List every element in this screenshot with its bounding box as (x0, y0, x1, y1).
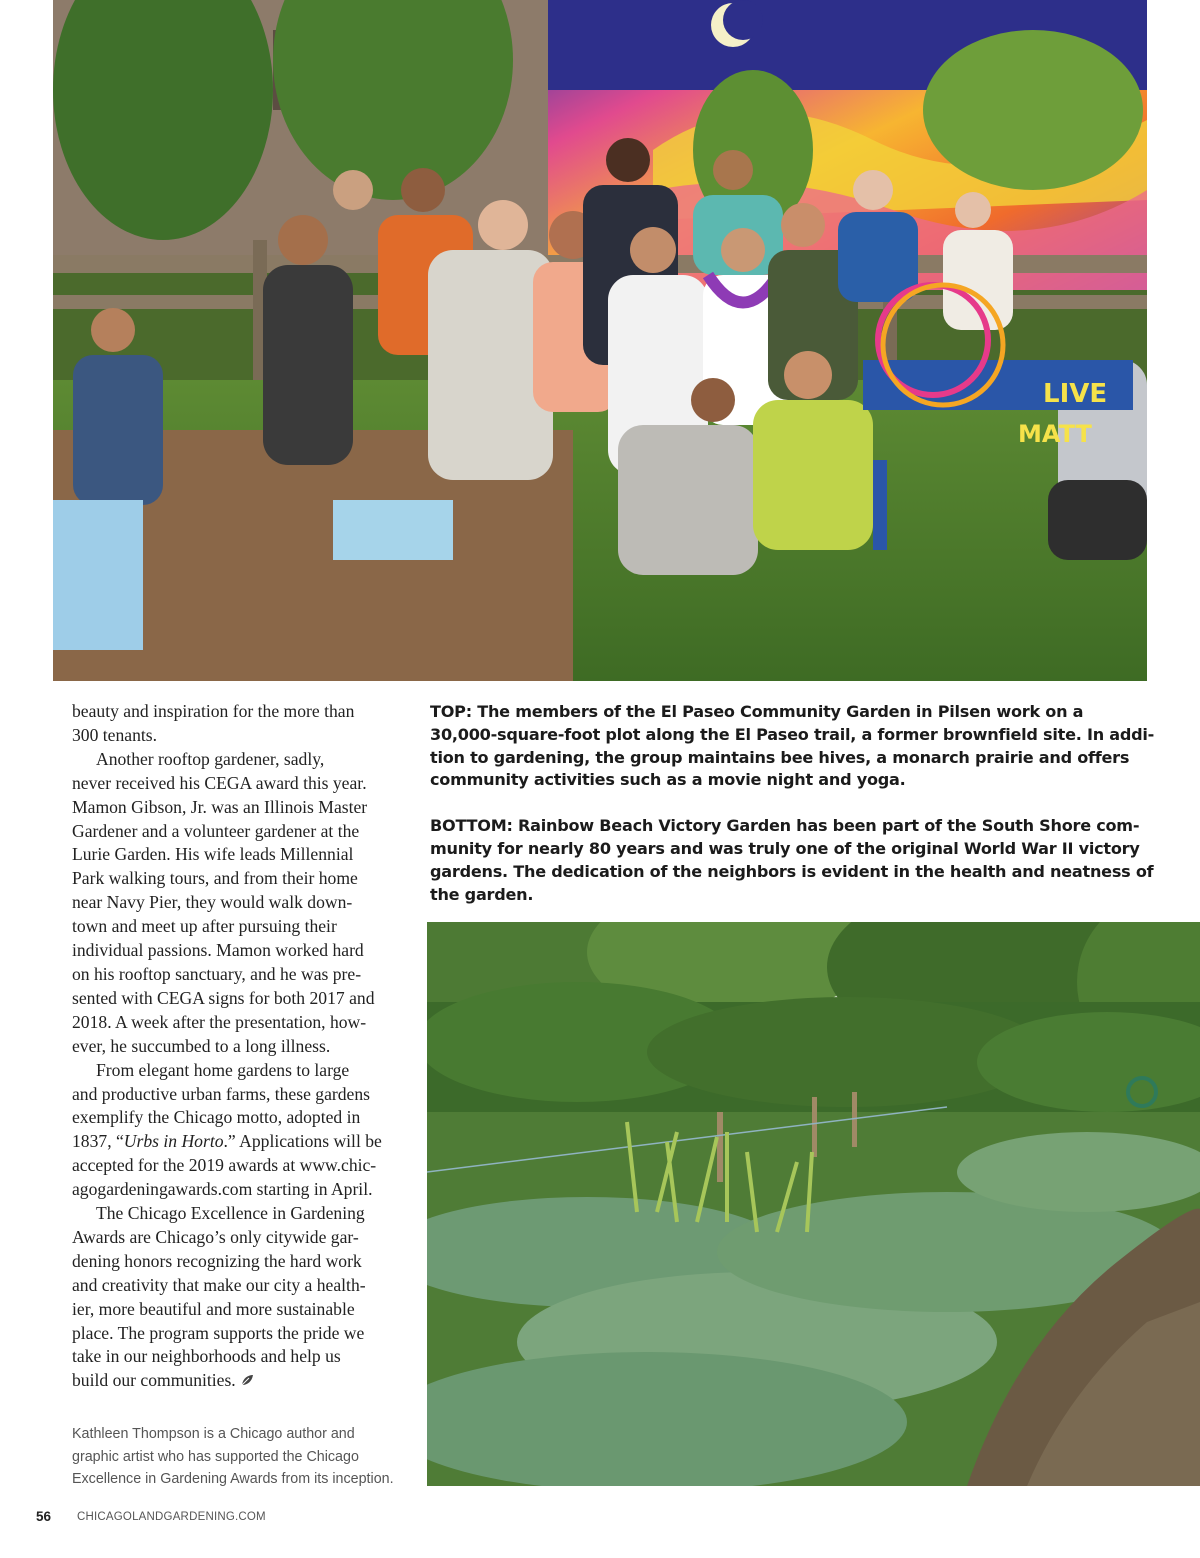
article-last-line (72, 1369, 410, 1393)
leaf-icon (240, 1373, 254, 1387)
article-line: The Chicago Excellence in Gardening (96, 1203, 365, 1224)
article-line: dening honors recognizing the hard work (72, 1250, 362, 1271)
article-line: Park walking tours, and from their home (72, 868, 358, 889)
article-line: accepted for the 2019 awards at www.chic- (72, 1155, 377, 1176)
article-line: and creativity that make our city a health- (72, 1274, 366, 1295)
caption-line: TOP: The members of the El Paseo Community Garden in Pilsen work on a (430, 702, 1084, 721)
bottom-photo-rainbow-beach-garden (427, 922, 1200, 1486)
article-line: 300 tenants. (72, 724, 158, 745)
article-line: place. The program supports the pride we (72, 1322, 365, 1343)
caption-bottom (430, 815, 1154, 906)
article-line: exemplify the Chicago motto, adopted in (72, 1107, 361, 1128)
article-line: ier, more beautiful and more sustainable (72, 1298, 355, 1319)
article-line: Awards are Chicago’s only citywide gar- (72, 1226, 359, 1247)
bench-text-matt: MATT (1018, 420, 1092, 448)
caption-line: community activities such as a movie night and yoga. (430, 770, 906, 790)
article-line: individual passions. Mamon worked hard (72, 940, 364, 961)
bench-text-live: LIVE (1043, 379, 1108, 409)
article-line: agogardeningawards.com starting in April. (72, 1179, 373, 1200)
bio-line: Kathleen Thompson is a Chicago author and (72, 1426, 355, 1442)
top-photo-illustration (53, 0, 1147, 681)
article-line: never received his CEGA award this year. (72, 772, 367, 793)
author-bio (72, 1423, 417, 1491)
article-line: take in our neighborhoods and help us (72, 1346, 341, 1367)
article-line: ever, he succumbed to a long illness. (72, 1035, 331, 1056)
article-line-text: build our communities. (72, 1370, 236, 1391)
article-line: Another rooftop gardener, sadly, (96, 748, 325, 769)
top-photo-el-paseo-garden (53, 0, 1147, 681)
caption-line: BOTTOM: Rainbow Beach Victory Garden has been part of the South Shore com- (430, 816, 1140, 836)
bottom-photo-illustration (427, 922, 1200, 1486)
article-body (72, 700, 410, 1393)
article-line: town and meet up after pursuing their (72, 916, 337, 937)
article-line: on his rooftop sanctuary, and he was pre- (72, 963, 362, 984)
caption-line: munity for nearly 80 years and was truly one of the original World War II victory (430, 838, 1140, 858)
article-line: Mamon Gibson, Jr. was an Illinois Master (72, 796, 368, 817)
page-number: 56 (36, 1509, 52, 1524)
article-line: From elegant home gardens to large (96, 1059, 350, 1080)
photo-captions (430, 701, 1155, 906)
motto-italic: Urbs in Horto (123, 1131, 224, 1152)
article-line: 1837, “Urbs in Horto.” Applications will be (72, 1131, 382, 1152)
bio-line: Excellence in Gardening Awards from its inception. (72, 1471, 394, 1487)
caption-line: tion to gardening, the group maintains bee hives, a monarch prairie and offers (430, 747, 1130, 767)
article-line: Gardener and a volunteer gardener at the (72, 820, 360, 841)
article-line: near Navy Pier, they would walk down- (72, 892, 353, 913)
caption-line: the garden. (430, 884, 534, 904)
article-line: and productive urban farms, these gardens (72, 1083, 371, 1104)
caption-line: 30,000-square-foot plot along the El Paseo trail, a former brownfield site. In addi- (430, 724, 1155, 744)
article-line: beauty and inspiration for the more than (72, 701, 355, 721)
article-line: Lurie Garden. His wife leads Millennial (72, 844, 354, 865)
caption-line: gardens. The dedication of the neighbors is evident in the health and neatness of (430, 861, 1154, 881)
article-line: 2018. A week after the presentation, how- (72, 1011, 367, 1032)
caption-top (430, 701, 1155, 792)
article-line: sented with CEGA signs for both 2017 and (72, 987, 375, 1008)
bio-line: graphic artist who has supported the Chicago (72, 1448, 359, 1465)
site-url: CHICAGOLANDGARDENING.COM (77, 1511, 266, 1523)
